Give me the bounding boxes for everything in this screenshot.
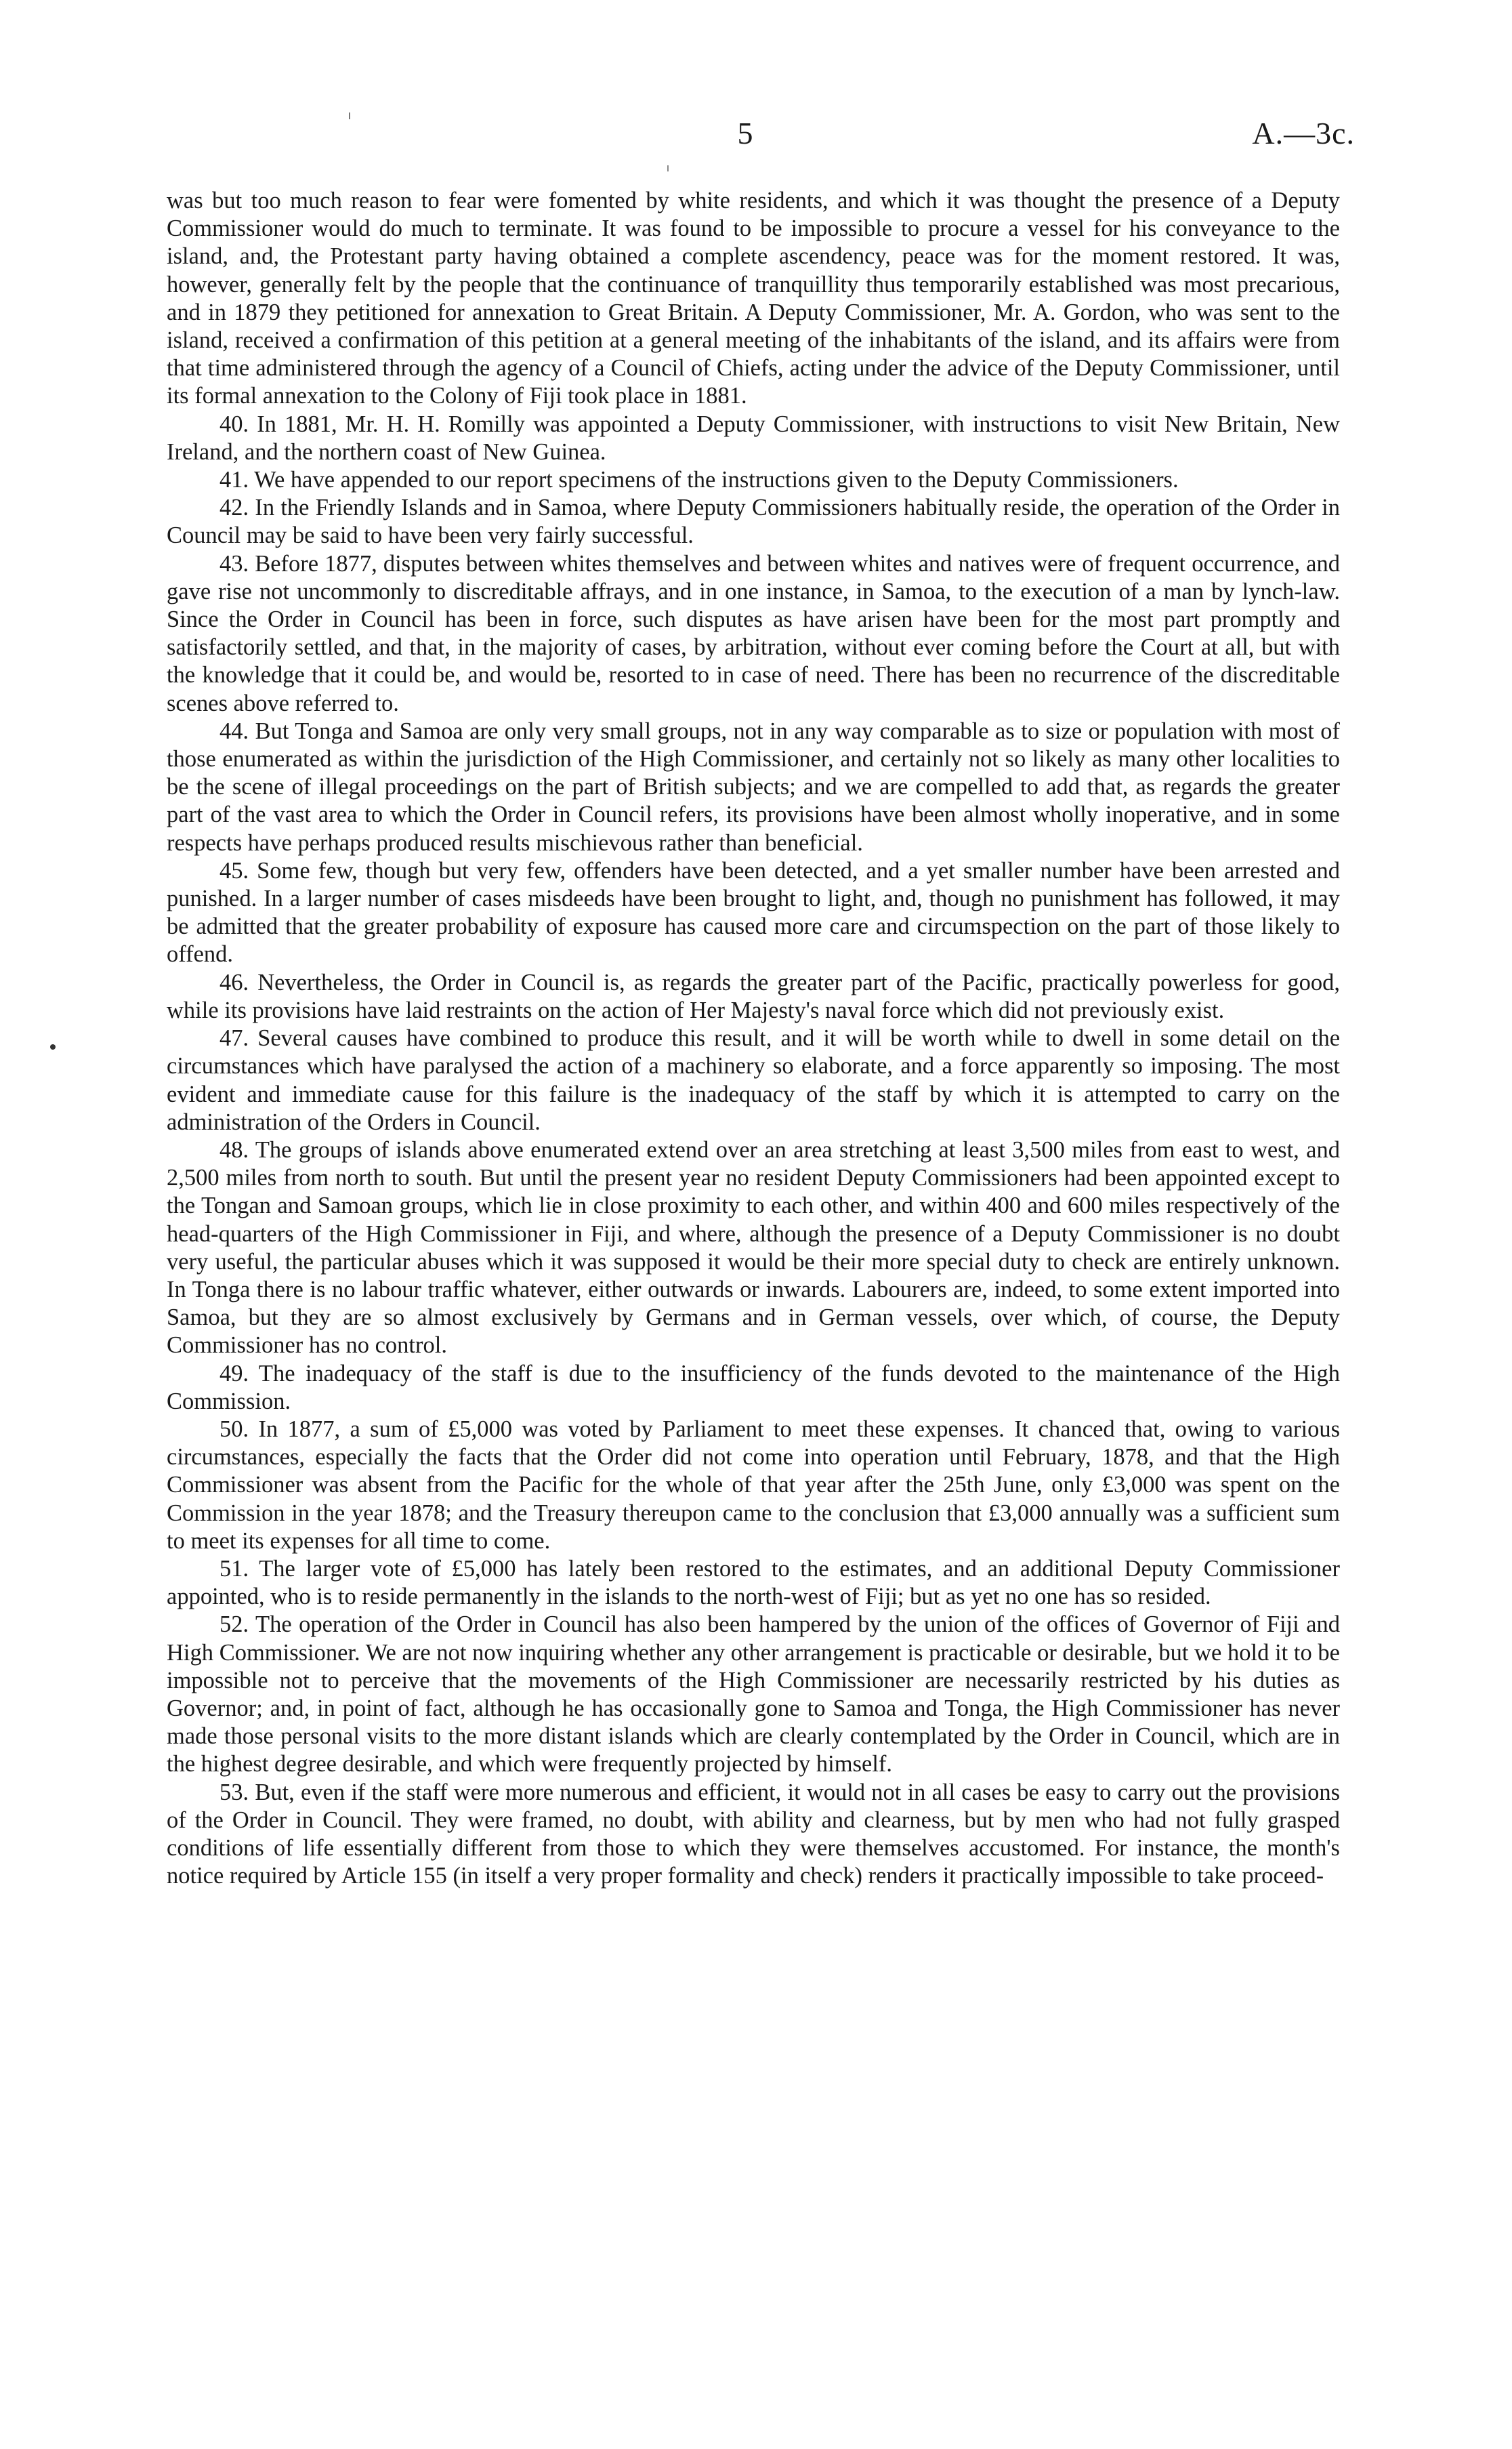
paragraph-41 bbox=[167, 466, 1340, 494]
paragraph-43 bbox=[167, 550, 1340, 718]
paragraph-number: 52. bbox=[219, 1611, 249, 1638]
paragraph-text: We have appended to our report specimens of the instructions given to the Deputy Commissioners. bbox=[254, 467, 1179, 493]
paragraph-number: 48. bbox=[219, 1136, 249, 1163]
paragraph-continued bbox=[167, 187, 1340, 411]
paragraph-text: In the Friendly Islands and in Samoa, where Deputy Commissioners habitually reside, the operation of the Order in Council may be said to have been very fairly successful. bbox=[167, 495, 1341, 549]
paragraph-text: But, even if the staff were more numerous and efficient, it would not in all cases be easy to carry out the provisions of the Order in Council. They were framed, no doubt, with ability and clearness, but by men who had not fully grasped conditions of life essentially different from those to which they were themselves accustomed. For instance, the month's notice required by Article 155 (in itself a very proper formality and check) renders it practically impossible to take proceed- bbox=[167, 1779, 1341, 1889]
paragraph-text: The larger vote of £5,000 has lately been restored to the estimates, and an additional Deputy Commissioner appointed, who is to reside permanently in the islands to the north-west of Fiji; but as yet no one has so resided. bbox=[167, 1555, 1340, 1610]
paragraph-text: The inadequacy of the staff is due to the insufficiency of the funds devoted to the maintenance of the High Commission. bbox=[167, 1360, 1340, 1414]
paragraph-50 bbox=[167, 1416, 1340, 1555]
paragraph-number: 42. bbox=[219, 495, 249, 521]
paragraph-text: Nevertheless, the Order in Council is, as regards the greater part of the Pacific, practically powerless for good, while its provisions have laid restraints on the action of Her Majesty's naval force which did not previously exist. bbox=[167, 969, 1341, 1023]
paragraph-49 bbox=[167, 1360, 1340, 1416]
paragraph-number: 41. bbox=[219, 467, 249, 493]
paragraph-text: Some few, though but very few, offenders have been detected, and a yet smaller number have been arrested and punished. In a larger number of cases misdeeds have been brought to light, and, though no punishment has followed, it may be admitted that the greater probability of exposure has caused more care and circumspection on the part of those likely to offend. bbox=[167, 857, 1340, 968]
paragraph-42 bbox=[167, 494, 1340, 550]
paragraph-46 bbox=[167, 969, 1340, 1025]
paragraph-text: The operation of the Order in Council has also been hampered by the union of the offices of Governor of Fiji and High Commissioner. We are not now inquiring whether any other arrangement is practicable or desirable, but we hold it to be impossible not to perceive that the movements of the High Commissioner are necessarily restricted by his duties as Governor; and, in point of fact, although he has occasionally gone to Samoa and Tonga, the High Commissioner has never made those personal visits to the more distant islands which are clearly contemplated by the Order in Council, which are in the highest degree desirable, and which were frequently projected by himself. bbox=[167, 1611, 1340, 1777]
document-reference: A.—3c. bbox=[1252, 116, 1355, 150]
paragraph-number: 47. bbox=[219, 1025, 249, 1052]
paragraph-number: 53. bbox=[219, 1779, 249, 1805]
paragraph-text: In 1877, a sum of £5,000 was voted by Parliament to meet these expenses. It chanced that, owing to various circumstances, especially the facts that the Order did not come into operation until February, 1878, and that the High Commissioner was absent from the Pacific for the whole of that year after the 25th June, only £3,000 was spent on the Commission in the year 1878; and the Treasury thereupon came to the conclusion that £3,000 annually was a sufficient sum to meet its expenses for all time to come. bbox=[167, 1416, 1340, 1554]
paragraph-53 bbox=[167, 1779, 1340, 1891]
body-text bbox=[167, 187, 1340, 1890]
scan-mark bbox=[349, 112, 350, 119]
paragraph-47 bbox=[167, 1025, 1340, 1136]
paragraph-48 bbox=[167, 1136, 1340, 1360]
paragraph-number: 40. bbox=[219, 411, 249, 437]
paragraph-45 bbox=[167, 857, 1340, 969]
paragraph-text: was but too much reason to fear were fomented by white residents, and which it was thought the presence of a Deputy Commissioner would do much to terminate. It was found to be impossible to procure a vessel for his conveyance to the island, and, the Protestant party having obtained a complete ascendency, peace was for the moment restored. It was, however, generally felt by the people that the continuance of tranquillity thus temporarily established was most precarious, and in 1879 they petitioned for annexation to Great Britain. A Deputy Commissioner, Mr. A. Gordon, who was sent to the island, received a confirmation of this petition at a general meeting of the inhabitants of the island, and its affairs were from that time administered through the agency of a Council of Chiefs, acting under the advice of the Deputy Commissioner, until its formal annexation to the Colony of Fiji took place in 1881. bbox=[167, 188, 1340, 409]
paragraph-text: Before 1877, disputes between whites themselves and between whites and natives were of frequent occurrence, and gave rise not uncommonly to discreditable affrays, and in one instance, in Samoa, to the execution of a man by lynch-law. Since the Order in Council has been in force, such disputes as have arisen have been for the most part promptly and satisfactorily settled, and that, in the majority of cases, by arbitration, without ever coming before the Court at all, but with the knowledge that it could be, and would be, resorted to in case of need. There has been no recurrence of the discreditable scenes above referred to. bbox=[167, 550, 1340, 716]
paragraph-40 bbox=[167, 411, 1340, 466]
paragraph-52 bbox=[167, 1611, 1340, 1778]
paragraph-text: Several causes have combined to produce this result, and it will be worth while to dwell in some detail on the circumstances which have paralysed the action of a machinery so elaborate, and a force apparently so imposing. The most evident and immediate cause for this failure is the inadequacy of the staff by which it is attempted to carry on the administration of the Orders in Council. bbox=[167, 1025, 1341, 1135]
page-number: 5 bbox=[737, 116, 753, 150]
paragraph-number: 49. bbox=[219, 1360, 249, 1386]
paragraph-number: 43. bbox=[219, 550, 249, 577]
paragraph-number: 50. bbox=[219, 1416, 249, 1442]
margin-mark bbox=[50, 1044, 56, 1050]
paragraph-text: The groups of islands above enumerated extend over an area stretching at least 3,500 miles from east to west, and 2,500 miles from north to south. But until the present year no resident Deputy Commissioners had been appointed except to the Tongan and Samoan groups, which lie in close proximity to each other, and within 400 and 600 miles respectively of the head-quarters of the High Commissioner in Fiji, and where, although the presence of a Deputy Commissioner is no doubt very useful, the particular abuses which it was supposed it would be their more special duty to check are entirely unknown. In Tonga there is no labour traffic whatever, either outwards or inwards. Labourers are, indeed, to some extent imported into Samoa, but they are so almost exclusively by Germans and in German vessels, over which, of course, the Deputy Commissioner has no control. bbox=[167, 1136, 1340, 1359]
paragraph-44 bbox=[167, 718, 1340, 857]
paragraph-number: 44. bbox=[219, 718, 249, 744]
paragraph-text: But Tonga and Samoa are only very small groups, not in any way comparable as to size or population with most of those enumerated as within the jurisdiction of the High Commissioner, and certainly not so likely as many other localities to be the scene of illegal proceedings on the part of British subjects; and we are compelled to add that, as regards the greater part of the vast area to which the Order in Council refers, its provisions have been almost wholly inoperative, and in some respects have perhaps produced results mischievous rather than beneficial. bbox=[167, 718, 1341, 856]
paragraph-number: 45. bbox=[219, 857, 249, 884]
paragraph-number: 51. bbox=[219, 1555, 249, 1582]
scan-mark bbox=[667, 165, 669, 171]
paragraph-text: In 1881, Mr. H. H. Romilly was appointed a Deputy Commissioner, with instructions to visit New Britain, New Ireland, and the northern coast of New Guinea. bbox=[167, 411, 1340, 465]
paragraph-number: 46. bbox=[219, 969, 249, 995]
paragraph-51 bbox=[167, 1555, 1340, 1611]
